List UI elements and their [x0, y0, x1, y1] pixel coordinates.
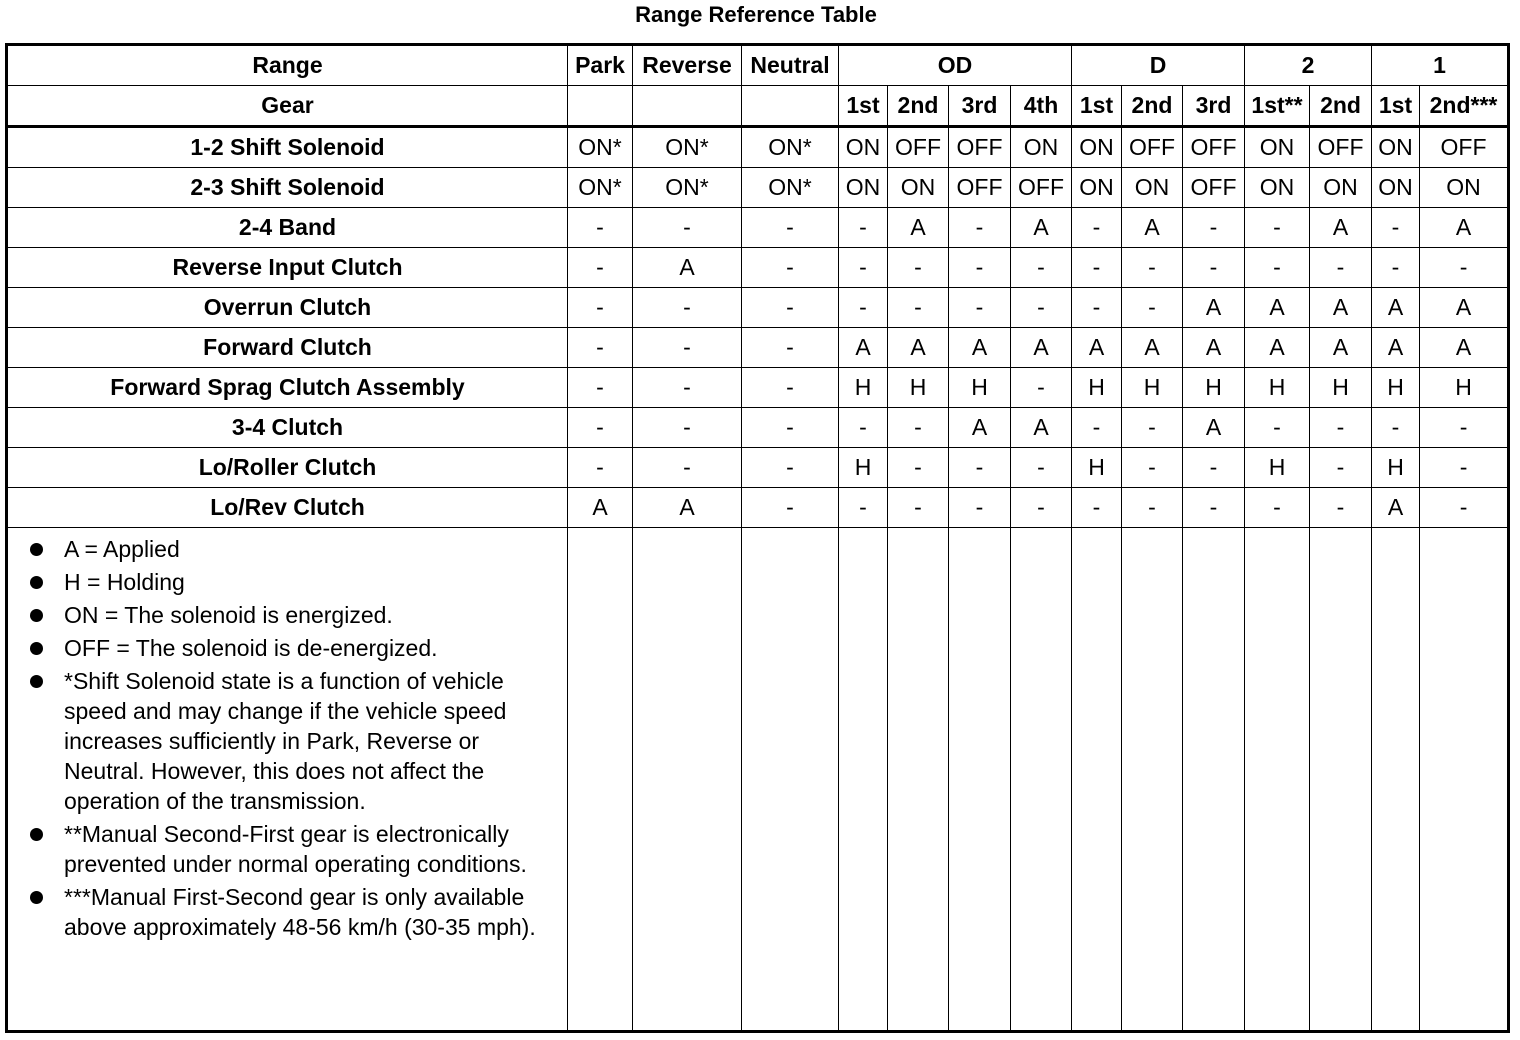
state-cell: ON — [1072, 168, 1122, 208]
state-cell: - — [1183, 448, 1245, 488]
state-cell: A — [1011, 328, 1072, 368]
state-cell: OFF — [949, 127, 1011, 168]
state-cell: - — [1420, 448, 1509, 488]
bullet-icon — [30, 609, 43, 622]
state-cell: - — [888, 488, 949, 528]
note-text: ON = The solenoid is energized. — [64, 602, 393, 628]
empty-cell — [1245, 528, 1310, 1032]
range-header-label: Range — [7, 45, 568, 86]
component-label: Reverse Input Clutch — [7, 248, 568, 288]
state-cell: - — [568, 328, 633, 368]
state-cell: - — [1183, 488, 1245, 528]
component-label: Overrun Clutch — [7, 288, 568, 328]
state-cell: - — [1011, 488, 1072, 528]
note-text: *Shift Solenoid state is a function of vehicle speed and may change if the vehicle speed increases sufficiently in Park, Reverse or Neutral. However, this does not affect the operation of the transmission. — [64, 668, 507, 814]
note-text: ***Manual First-Second gear is only available above approximately 48-56 km/h (30-35 mph). — [64, 884, 536, 940]
state-cell: ON — [1372, 127, 1420, 168]
range-1: 1 — [1372, 45, 1509, 86]
state-cell: - — [633, 448, 742, 488]
state-cell: A — [1245, 288, 1310, 328]
gear-cell — [742, 86, 839, 127]
state-cell: A — [1072, 328, 1122, 368]
state-cell: ON — [1245, 127, 1310, 168]
state-cell: - — [1122, 248, 1183, 288]
range-header-row — [7, 45, 1509, 86]
state-cell: ON* — [568, 127, 633, 168]
state-cell: A — [633, 488, 742, 528]
note-text: H = Holding — [64, 569, 185, 595]
state-cell: - — [633, 288, 742, 328]
state-cell: A — [1122, 328, 1183, 368]
state-cell: H — [1245, 368, 1310, 408]
state-cell: - — [633, 408, 742, 448]
table-row — [7, 448, 1509, 488]
list-item — [30, 534, 565, 564]
state-cell: - — [888, 408, 949, 448]
table-row — [7, 328, 1509, 368]
empty-cell — [839, 528, 888, 1032]
state-cell: A — [1183, 328, 1245, 368]
state-cell: - — [742, 368, 839, 408]
range-2: 2 — [1245, 45, 1372, 86]
state-cell: ON* — [742, 168, 839, 208]
component-label: 1-2 Shift Solenoid — [7, 127, 568, 168]
gear-cell: 1st — [1372, 86, 1420, 127]
state-cell: A — [568, 488, 633, 528]
note-text: OFF = The solenoid is de-energized. — [64, 635, 438, 661]
state-cell: - — [568, 208, 633, 248]
empty-cell — [888, 528, 949, 1032]
state-cell: - — [633, 208, 742, 248]
state-cell: H — [1420, 368, 1509, 408]
state-cell: - — [949, 448, 1011, 488]
note-text: **Manual Second-First gear is electronically prevented under normal operating conditions. — [64, 821, 527, 877]
state-cell: - — [742, 408, 839, 448]
empty-cell — [633, 528, 742, 1032]
gear-header-label: Gear — [7, 86, 568, 127]
state-cell: A — [1372, 328, 1420, 368]
state-cell: ON* — [742, 127, 839, 168]
state-cell: A — [839, 328, 888, 368]
state-cell: - — [1372, 408, 1420, 448]
state-cell: ON — [1011, 127, 1072, 168]
list-item — [30, 819, 565, 879]
list-item — [30, 882, 565, 942]
bullet-icon — [30, 543, 43, 556]
state-cell: A — [1122, 208, 1183, 248]
component-label: Lo/Roller Clutch — [7, 448, 568, 488]
gear-cell: 3rd — [1183, 86, 1245, 127]
notes-row — [7, 528, 1509, 1032]
empty-cell — [1310, 528, 1372, 1032]
notes-cell — [7, 528, 568, 1032]
range-reference-table — [5, 43, 1510, 1033]
state-cell: H — [1072, 448, 1122, 488]
empty-cell — [1420, 528, 1509, 1032]
gear-cell: 1st — [839, 86, 888, 127]
state-cell: - — [949, 208, 1011, 248]
state-cell: A — [888, 208, 949, 248]
gear-cell: 1st — [1072, 86, 1122, 127]
state-cell: - — [568, 448, 633, 488]
state-cell: - — [888, 288, 949, 328]
state-cell: OFF — [888, 127, 949, 168]
state-cell: H — [1245, 448, 1310, 488]
state-cell: ON — [888, 168, 949, 208]
state-cell: A — [949, 328, 1011, 368]
gear-cell: 3rd — [949, 86, 1011, 127]
state-cell: H — [949, 368, 1011, 408]
state-cell: - — [839, 488, 888, 528]
gear-header-row — [7, 86, 1509, 127]
table-row — [7, 408, 1509, 448]
state-cell: ON — [1122, 168, 1183, 208]
state-cell: - — [839, 208, 888, 248]
state-cell: - — [742, 488, 839, 528]
state-cell: OFF — [1420, 127, 1509, 168]
state-cell: OFF — [1183, 127, 1245, 168]
state-cell: H — [839, 448, 888, 488]
gear-cell — [633, 86, 742, 127]
state-cell: - — [742, 208, 839, 248]
gear-cell — [568, 86, 633, 127]
state-cell: - — [1122, 288, 1183, 328]
empty-cell — [1183, 528, 1245, 1032]
state-cell: OFF — [1011, 168, 1072, 208]
range-od: OD — [839, 45, 1072, 86]
state-cell: - — [1310, 488, 1372, 528]
state-cell: A — [1372, 488, 1420, 528]
state-cell: - — [1245, 248, 1310, 288]
state-cell: ON* — [568, 168, 633, 208]
empty-cell — [1372, 528, 1420, 1032]
empty-cell — [1011, 528, 1072, 1032]
table-row — [7, 288, 1509, 328]
gear-cell: 2nd — [1310, 86, 1372, 127]
state-cell: - — [568, 248, 633, 288]
state-cell: ON — [1372, 168, 1420, 208]
state-cell: - — [1310, 448, 1372, 488]
state-cell: - — [1122, 488, 1183, 528]
state-cell: OFF — [1183, 168, 1245, 208]
table-row — [7, 208, 1509, 248]
state-cell: - — [1011, 448, 1072, 488]
state-cell: A — [1372, 288, 1420, 328]
state-cell: A — [1011, 408, 1072, 448]
state-cell: - — [633, 368, 742, 408]
state-cell: - — [1011, 368, 1072, 408]
state-cell: - — [742, 288, 839, 328]
state-cell: - — [1011, 248, 1072, 288]
state-cell: A — [949, 408, 1011, 448]
component-label: Lo/Rev Clutch — [7, 488, 568, 528]
state-cell: - — [1122, 448, 1183, 488]
state-cell: - — [949, 288, 1011, 328]
state-cell: - — [1245, 208, 1310, 248]
note-text: A = Applied — [64, 536, 180, 562]
bullet-icon — [30, 576, 43, 589]
state-cell: A — [888, 328, 949, 368]
state-cell: - — [1183, 208, 1245, 248]
state-cell: H — [1372, 368, 1420, 408]
state-cell: A — [1420, 328, 1509, 368]
state-cell: H — [1183, 368, 1245, 408]
table-row — [7, 248, 1509, 288]
state-cell: - — [742, 448, 839, 488]
state-cell: - — [1183, 248, 1245, 288]
state-cell: ON — [1310, 168, 1372, 208]
state-cell: - — [1245, 408, 1310, 448]
state-cell: - — [839, 288, 888, 328]
state-cell: H — [1310, 368, 1372, 408]
state-cell: ON* — [633, 168, 742, 208]
state-cell: - — [949, 488, 1011, 528]
state-cell: - — [1072, 288, 1122, 328]
state-cell: - — [1310, 248, 1372, 288]
range-neutral: Neutral — [742, 45, 839, 86]
state-cell: A — [1420, 208, 1509, 248]
list-item — [30, 633, 565, 663]
state-cell: A — [1011, 208, 1072, 248]
state-cell: ON — [1420, 168, 1509, 208]
state-cell: - — [1420, 408, 1509, 448]
bullet-icon — [30, 675, 43, 688]
state-cell: ON* — [633, 127, 742, 168]
state-cell: - — [1310, 408, 1372, 448]
state-cell: A — [1183, 408, 1245, 448]
empty-cell — [1122, 528, 1183, 1032]
state-cell: A — [1310, 328, 1372, 368]
state-cell: - — [568, 408, 633, 448]
component-label: Forward Clutch — [7, 328, 568, 368]
state-cell: OFF — [1310, 127, 1372, 168]
table-row — [7, 488, 1509, 528]
empty-cell — [1072, 528, 1122, 1032]
range-reverse: Reverse — [633, 45, 742, 86]
component-label: Forward Sprag Clutch Assembly — [7, 368, 568, 408]
component-label: 3-4 Clutch — [7, 408, 568, 448]
list-item — [30, 666, 565, 816]
state-cell: OFF — [1122, 127, 1183, 168]
state-cell: - — [568, 288, 633, 328]
gear-cell: 2nd*** — [1420, 86, 1509, 127]
empty-cell — [742, 528, 839, 1032]
range-park: Park — [568, 45, 633, 86]
state-cell: - — [742, 328, 839, 368]
state-cell: H — [839, 368, 888, 408]
notes-list — [30, 534, 565, 942]
state-cell: A — [1310, 288, 1372, 328]
state-cell: - — [568, 368, 633, 408]
state-cell: - — [1011, 288, 1072, 328]
list-item — [30, 567, 565, 597]
state-cell: - — [888, 248, 949, 288]
state-cell: - — [1420, 488, 1509, 528]
state-cell: A — [1183, 288, 1245, 328]
state-cell: - — [1245, 488, 1310, 528]
state-cell: - — [1372, 208, 1420, 248]
state-cell: - — [839, 248, 888, 288]
state-cell: H — [1122, 368, 1183, 408]
table-title: Range Reference Table — [635, 2, 877, 27]
state-cell: - — [742, 248, 839, 288]
state-cell: A — [1420, 288, 1509, 328]
state-cell: - — [1420, 248, 1509, 288]
gear-cell: 1st** — [1245, 86, 1310, 127]
range-d: D — [1072, 45, 1245, 86]
table-row — [7, 168, 1509, 208]
state-cell: - — [1122, 408, 1183, 448]
state-cell: - — [888, 448, 949, 488]
state-cell: A — [1245, 328, 1310, 368]
empty-cell — [568, 528, 633, 1032]
state-cell: H — [1072, 368, 1122, 408]
state-cell: OFF — [949, 168, 1011, 208]
table-row — [7, 127, 1509, 168]
gear-cell: 2nd — [1122, 86, 1183, 127]
list-item — [30, 600, 565, 630]
state-cell: A — [1310, 208, 1372, 248]
table-row — [7, 368, 1509, 408]
state-cell: ON — [839, 168, 888, 208]
bullet-icon — [30, 891, 43, 904]
gear-cell: 4th — [1011, 86, 1072, 127]
state-cell: - — [1072, 488, 1122, 528]
state-cell: H — [888, 368, 949, 408]
empty-cell — [949, 528, 1011, 1032]
state-cell: ON — [1245, 168, 1310, 208]
state-cell: H — [1372, 448, 1420, 488]
component-label: 2-4 Band — [7, 208, 568, 248]
state-cell: - — [1072, 208, 1122, 248]
state-cell: - — [1072, 248, 1122, 288]
state-cell: - — [1372, 248, 1420, 288]
bullet-icon — [30, 828, 43, 841]
bullet-icon — [30, 642, 43, 655]
state-cell: - — [839, 408, 888, 448]
state-cell: - — [949, 248, 1011, 288]
state-cell: - — [633, 328, 742, 368]
component-label: 2-3 Shift Solenoid — [7, 168, 568, 208]
state-cell: - — [1072, 408, 1122, 448]
state-cell: ON — [839, 127, 888, 168]
state-cell: ON — [1072, 127, 1122, 168]
gear-cell: 2nd — [888, 86, 949, 127]
state-cell: A — [633, 248, 742, 288]
